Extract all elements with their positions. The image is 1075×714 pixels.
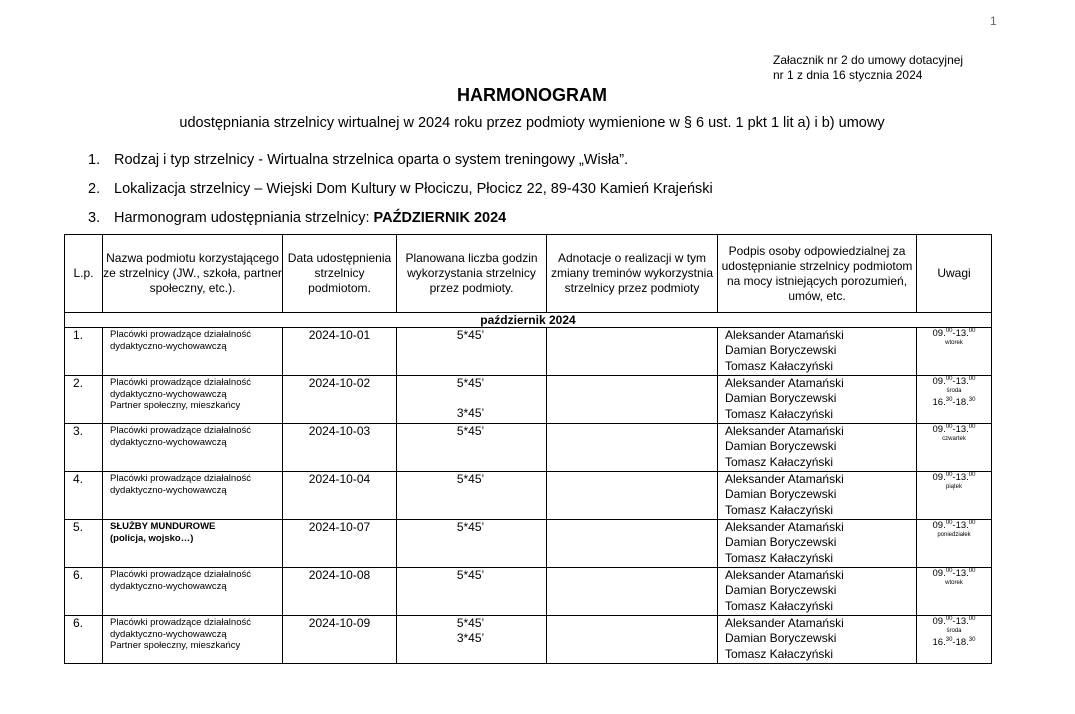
responsible-name: Aleksander Atamański [725, 472, 844, 486]
weekday: poniedziałek [937, 532, 971, 538]
row-responsible [718, 376, 917, 424]
info-list [88, 152, 713, 239]
entity-line: dydaktyczno-wychowawczą [110, 580, 227, 592]
row-lp: 6. [65, 568, 103, 616]
row-remarks [917, 328, 992, 376]
entity-line: dydaktyczno-wychowawczą [110, 484, 227, 496]
row-responsible [718, 520, 917, 568]
time-end-minute: 00 [968, 471, 976, 478]
responsible-name: Aleksander Atamański [725, 376, 844, 390]
row-date: 2024-10-02 [283, 376, 397, 424]
responsible-name: Damian Boryczewski [725, 439, 837, 454]
time-start-hour: 09. [932, 520, 946, 531]
time-end-hour: -13. [952, 520, 969, 531]
row-date: 2024-10-09 [283, 616, 397, 664]
entity-line: dydaktyczno-wychowawczą [110, 436, 227, 448]
time-start-hour: 09. [932, 376, 946, 387]
row-lp: 5. [65, 520, 103, 568]
list-text: Lokalizacja strzelnicy – Wiejski Dom Kultury w Płociczu, Płocicz 22, 89-430 Kamień Krajeński [114, 181, 713, 197]
row-notes [547, 472, 718, 520]
time-range [933, 376, 976, 387]
row-responsible [718, 568, 917, 616]
responsible-name: Tomasz Kałaczyński [725, 406, 834, 421]
time-end-minute: 30 [968, 636, 976, 643]
responsible-name: Tomasz Kałaczyński [725, 646, 834, 661]
responsible-name: Aleksander Atamański [725, 328, 844, 342]
weekday: wtorek [945, 580, 963, 586]
row-remarks [917, 616, 992, 664]
row-lp: 1. [65, 328, 103, 376]
hours-line: 5*45’ [456, 376, 485, 390]
table-row [65, 616, 992, 664]
header-notes: Adnotacje o realizacji w tym zmiany treminów wykorzystnia strzelnicy przez podmioty [547, 235, 718, 313]
row-hours [397, 472, 547, 520]
time-start-minute: 30 [945, 396, 953, 403]
responsible-name: Damian Boryczewski [725, 391, 837, 406]
table-header-row [65, 235, 992, 313]
weekday: środa [946, 388, 962, 394]
row-entity [103, 424, 283, 472]
entity-line: Placówki prowadzące działalność [110, 617, 251, 628]
header-entity: Nazwa podmiotu korzystającego ze strzelnicy (JW., szkoła, partner społeczny, etc.). [103, 235, 283, 313]
row-notes [547, 424, 718, 472]
time-end-minute: 00 [968, 519, 976, 526]
hours-line: 5*45’ [456, 424, 485, 438]
time-start-hour: 09. [932, 616, 946, 627]
row-responsible [718, 616, 917, 664]
table-row [65, 376, 992, 424]
time-end-minute: 00 [968, 327, 976, 334]
month-label: październik 2024 [65, 313, 992, 328]
entity-line: Placówki prowadzące działalność [110, 329, 251, 340]
weekday: piątek [945, 484, 962, 490]
list-bold-text: PAŹDZIERNIK 2024 [373, 210, 507, 226]
responsible-name: Tomasz Kałaczyński [725, 502, 834, 517]
entity-line: Placówki prowadzące działalność [110, 425, 251, 436]
entity-line: dydaktyczno-wychowawczą [110, 340, 227, 352]
time-start-hour: 16. [932, 637, 946, 648]
row-hours [397, 328, 547, 376]
row-entity [103, 520, 283, 568]
hours-line: 5*45’ [456, 568, 485, 582]
list-number: 3. [88, 210, 101, 226]
hours-line: 5*45’ [456, 616, 485, 630]
responsible-name: Damian Boryczewski [725, 343, 837, 358]
time-start-minute: 00 [945, 471, 953, 478]
responsible-name: Damian Boryczewski [725, 631, 837, 646]
hours-gap [397, 391, 544, 406]
time-range [933, 568, 976, 579]
entity-line: Placówki prowadzące działalność [110, 473, 251, 484]
time-range [933, 472, 976, 483]
row-hours [397, 520, 547, 568]
annex-note [773, 53, 963, 83]
row-notes [547, 376, 718, 424]
time-end-minute: 00 [968, 423, 976, 430]
hours-line: 3*45’ [456, 631, 485, 645]
time-range [933, 520, 976, 531]
time-start-minute: 00 [945, 615, 953, 622]
responsible-name: Damian Boryczewski [725, 535, 837, 550]
hours-line: 5*45’ [456, 520, 485, 534]
row-remarks [917, 472, 992, 520]
time-end-hour: -13. [952, 424, 969, 435]
entity-line: (policja, wojsko…) [110, 532, 194, 544]
weekday: czwartek [942, 436, 966, 442]
hours-line: 5*45’ [456, 328, 485, 342]
header-date: Data udostępnienia strzelnicy podmiotom. [283, 235, 397, 313]
table-row [65, 328, 992, 376]
row-remarks [917, 376, 992, 424]
responsible-name: Aleksander Atamański [725, 424, 844, 438]
list-item [88, 152, 713, 181]
row-entity [103, 568, 283, 616]
table-row [65, 424, 992, 472]
row-entity [103, 616, 283, 664]
row-date: 2024-10-08 [283, 568, 397, 616]
hours-line: 5*45’ [456, 472, 485, 486]
row-remarks [917, 424, 992, 472]
time-range [933, 328, 976, 339]
schedule-table [64, 234, 992, 664]
row-lp: 6. [65, 616, 103, 664]
time-start-minute: 00 [945, 375, 953, 382]
page-number: 1 [990, 14, 997, 28]
time-range [933, 616, 976, 627]
entity-line: SŁUŻBY MUNDUROWE [110, 521, 216, 532]
row-hours [397, 424, 547, 472]
time-end-hour: -18. [952, 637, 969, 648]
header-signature: Podpis osoby odpowiedzialnej za udostępnianie strzelnicy podmiotom na mocy istniejących porozumień, umów, etc. [718, 235, 917, 313]
row-responsible [718, 472, 917, 520]
row-responsible [718, 424, 917, 472]
row-notes [547, 520, 718, 568]
time-start-hour: 09. [932, 472, 946, 483]
row-notes [547, 616, 718, 664]
responsible-name: Tomasz Kałaczyński [725, 454, 834, 469]
row-notes [547, 568, 718, 616]
entity-line: dydaktyczno-wychowawczą [110, 628, 227, 640]
row-date: 2024-10-04 [283, 472, 397, 520]
responsible-name: Tomasz Kałaczyński [725, 598, 834, 613]
row-lp: 4. [65, 472, 103, 520]
time-end-hour: -18. [952, 397, 969, 408]
row-entity [103, 376, 283, 424]
responsible-name: Damian Boryczewski [725, 583, 837, 598]
time-end-hour: -13. [952, 616, 969, 627]
time-end-hour: -13. [952, 568, 969, 579]
annex-line: Załacznik nr 2 do umowy dotacyjnej [773, 53, 964, 67]
month-row [65, 313, 992, 328]
table-row [65, 520, 992, 568]
row-entity [103, 472, 283, 520]
entity-line: Placówki prowadzące działalność [110, 377, 251, 388]
time-start-minute: 00 [945, 423, 953, 430]
responsible-name: Tomasz Kałaczyński [725, 550, 834, 565]
row-responsible [718, 328, 917, 376]
time-start-hour: 09. [932, 568, 946, 579]
entity-line: dydaktyczno-wychowawczą [110, 388, 227, 400]
row-remarks [917, 568, 992, 616]
row-hours [397, 616, 547, 664]
list-number: 2. [88, 181, 101, 197]
time-start-minute: 00 [945, 567, 953, 574]
table-row [65, 472, 992, 520]
weekday: wtorek [945, 340, 963, 346]
hours-line: 3*45’ [456, 406, 485, 420]
responsible-name: Aleksander Atamański [725, 520, 844, 534]
row-date: 2024-10-01 [283, 328, 397, 376]
time-start-hour: 16. [932, 397, 946, 408]
time-end-minute: 00 [968, 375, 976, 382]
row-date: 2024-10-07 [283, 520, 397, 568]
list-text: Rodzaj i typ strzelnicy - Wirtualna strzelnica oparta o system treningowy „Wisła”. [114, 152, 629, 168]
entity-line: Placówki prowadzące działalność [110, 569, 251, 580]
time-start-hour: 09. [932, 424, 946, 435]
time-start-minute: 00 [945, 519, 953, 526]
time-start-minute: 00 [945, 327, 953, 334]
table-row [65, 568, 992, 616]
row-lp: 3. [65, 424, 103, 472]
responsible-name: Aleksander Atamański [725, 616, 844, 630]
entity-line: Partner społeczny, mieszkańcy [110, 640, 241, 651]
header-remarks: Uwagi [917, 235, 992, 313]
time-end-minute: 00 [968, 567, 976, 574]
document-subtitle: udostępniania strzelnicy wirtualnej w 2024 roku przez podmioty wymienione w § 6 ust. 1 pkt 1 lit a) i b) umowy [179, 115, 885, 131]
header-lp: L.p. [65, 235, 103, 313]
time-end-hour: -13. [952, 376, 969, 387]
time-range-2 [917, 398, 991, 408]
row-date: 2024-10-03 [283, 424, 397, 472]
responsible-name: Aleksander Atamański [725, 568, 844, 582]
row-lp: 2. [65, 376, 103, 424]
time-end-minute: 30 [968, 396, 976, 403]
time-end-minute: 00 [968, 615, 976, 622]
annex-line: nr 1 z dnia 16 stycznia 2024 [773, 68, 923, 82]
time-start-hour: 09. [932, 328, 946, 339]
list-text: Harmonogram udostępniania strzelnicy: [114, 210, 374, 226]
time-range-2 [917, 638, 991, 648]
header-hours: Planowana liczba godzin wykorzystania strzelnicy przez podmioty. [397, 235, 547, 313]
row-entity [103, 328, 283, 376]
responsible-name: Tomasz Kałaczyński [725, 358, 834, 373]
list-item [88, 181, 713, 210]
time-end-hour: -13. [952, 472, 969, 483]
row-hours [397, 376, 547, 424]
row-remarks [917, 520, 992, 568]
weekday: środa [946, 628, 962, 634]
time-start-minute: 30 [945, 636, 953, 643]
list-number: 1. [88, 152, 101, 168]
time-end-hour: -13. [952, 328, 969, 339]
document-title: HARMONOGRAM [457, 85, 607, 105]
responsible-name: Damian Boryczewski [725, 487, 837, 502]
row-notes [547, 328, 718, 376]
time-range [933, 424, 976, 435]
row-hours [397, 568, 547, 616]
entity-line: Partner społeczny, mieszkańcy [110, 400, 241, 411]
